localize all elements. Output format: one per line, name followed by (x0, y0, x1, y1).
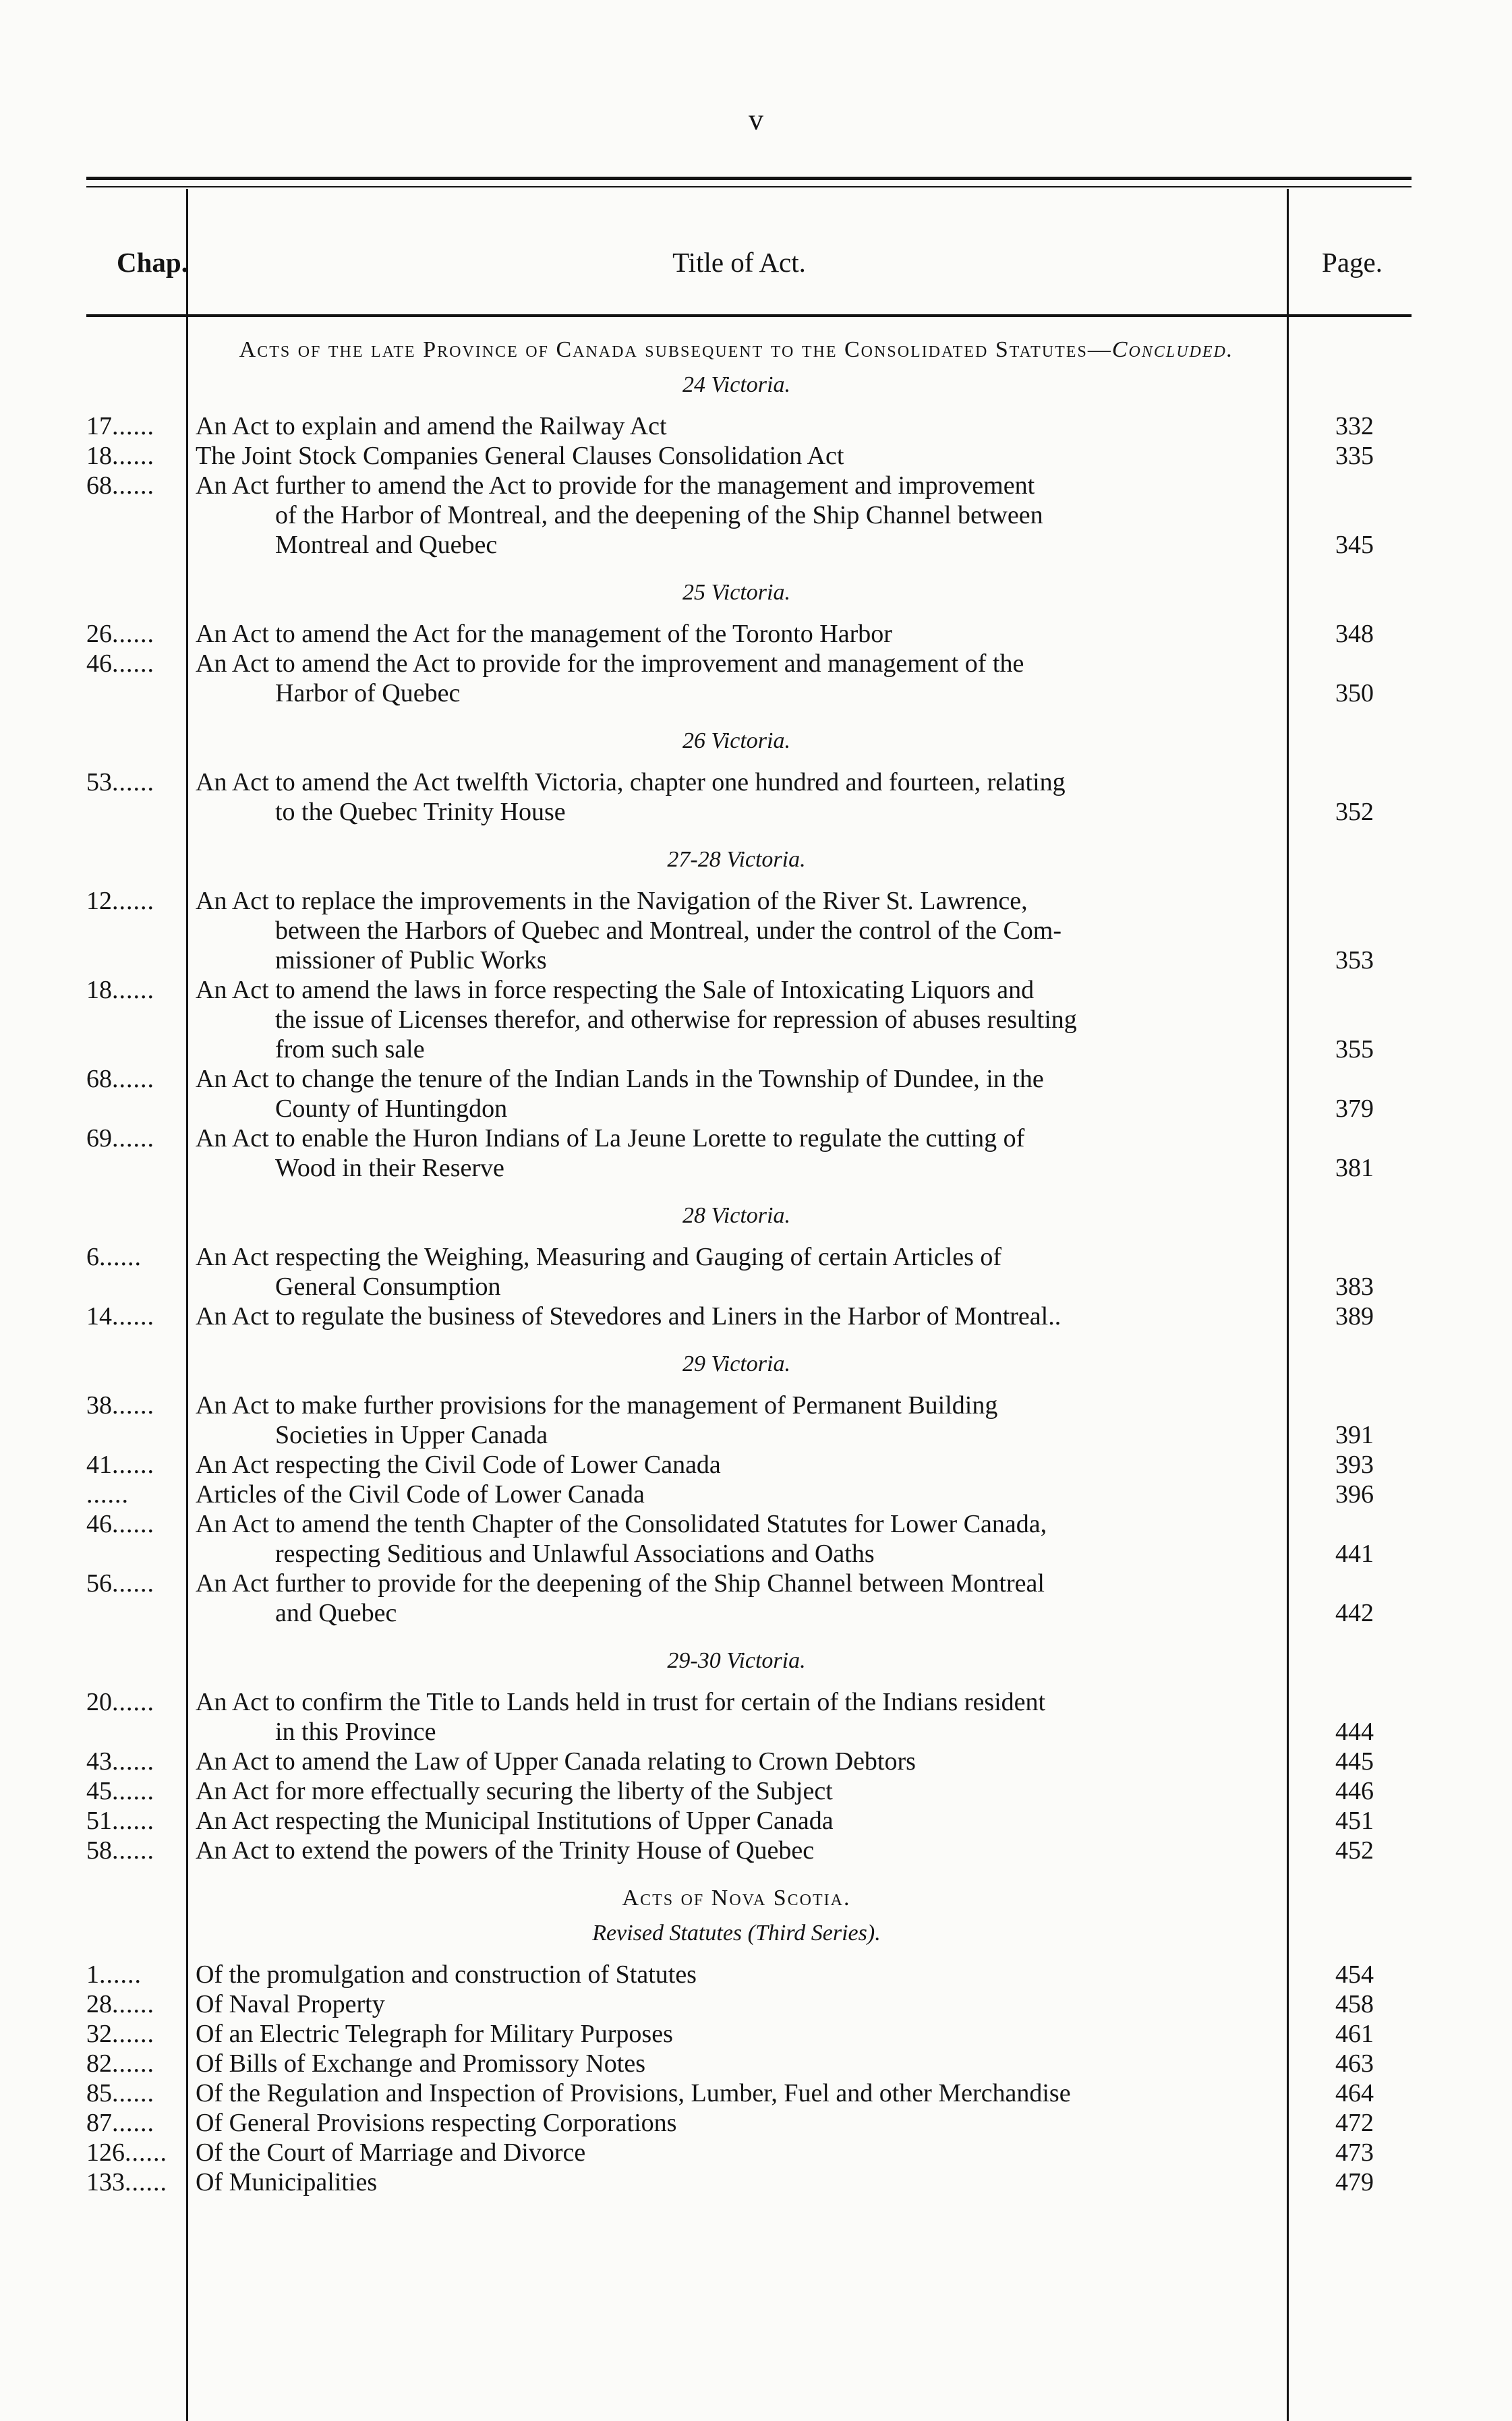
toc-entry (0, 2078, 1512, 2108)
toc-entry (0, 1302, 1512, 1331)
column-header-title: Title of Act. (672, 247, 806, 278)
chapter-number (86, 2108, 183, 2138)
section-subheading: 27-28 Victoria. (667, 847, 806, 872)
act-title-line: The Joint Stock Companies General Clauses Consolidation Act (196, 442, 844, 470)
chapter-number (86, 1687, 183, 1717)
act-title-line: Harbor of Quebec (275, 679, 461, 707)
toc-entry (0, 1124, 1512, 1183)
page-reference: 391 (1335, 1421, 1374, 1449)
page-reference: 332 (1335, 412, 1374, 440)
act-title (197, 1064, 1284, 1124)
chapter-number (86, 1989, 183, 2019)
chapter-number (86, 1806, 183, 1836)
chapter-number-text: 6 (86, 1243, 99, 1271)
chapter-number (86, 1450, 183, 1480)
chapter-leader-dots: ...... (112, 1569, 154, 1598)
page-reference: 355 (1335, 1035, 1374, 1063)
chapter-leader-dots: ...... (99, 1243, 142, 1271)
toc-entry (0, 1509, 1512, 1569)
act-title-line: Montreal and Quebec (275, 531, 498, 559)
act-title (197, 886, 1284, 975)
chapter-leader-dots: ...... (112, 976, 154, 1004)
act-title (197, 1989, 1284, 2019)
chapter-number (86, 2138, 183, 2167)
act-title-line: Of an Electric Telegraph for Military Purposes (196, 2020, 673, 2048)
chapter-number (86, 1480, 183, 1509)
chapter-number-text: 68 (86, 471, 112, 500)
act-title-line: to the Quebec Trinity House (275, 798, 566, 826)
page-reference: 345 (1335, 531, 1374, 559)
toc-entry (0, 2167, 1512, 2197)
act-title (197, 2108, 1284, 2138)
toc-entry (0, 1569, 1512, 1628)
section (0, 1886, 1512, 1946)
page-reference: 479 (1335, 2168, 1374, 2196)
act-title (197, 619, 1284, 649)
page-number: v (749, 103, 763, 136)
toc-entry (0, 1687, 1512, 1747)
toc-entry (0, 1747, 1512, 1776)
chapter-leader-dots: ...... (112, 620, 154, 648)
chapter-leader-dots: ...... (112, 1451, 154, 1479)
section (0, 728, 1512, 754)
act-title-line: An Act for more effectually securing the liberty of the Subject (196, 1777, 833, 1805)
act-title-line: An Act to amend the laws in force respecting the Sale of Intoxicating Liquors and (196, 976, 1035, 1004)
section-subheading: 28 Victoria. (682, 1203, 790, 1228)
page-reference: 381 (1335, 1154, 1374, 1182)
page-reference: 473 (1335, 2138, 1374, 2167)
page-reference: 446 (1335, 1777, 1374, 1805)
chapter-number-text: 45 (86, 1777, 112, 1805)
act-title-line: An Act further to amend the Act to provide for the management and improvement (196, 471, 1035, 500)
toc-entry (0, 2049, 1512, 2078)
chapter-number-text: 68 (86, 1065, 112, 1093)
act-title (197, 1836, 1284, 1865)
toc-entry (0, 441, 1512, 471)
toc-entry (0, 1242, 1512, 1302)
act-title (197, 1124, 1284, 1183)
toc-entry (0, 2138, 1512, 2167)
chapter-number-text: 87 (86, 2109, 112, 2137)
act-title-line: An Act to make further provisions for the management of Permanent Building (196, 1391, 998, 1420)
toc-entry (0, 886, 1512, 975)
chapter-leader-dots: ...... (112, 1836, 154, 1865)
act-title-line: An Act to regulate the business of Stevedores and Liners in the Harbor of Montreal.. (196, 1302, 1062, 1331)
act-title (197, 2019, 1284, 2049)
act-title (197, 975, 1284, 1064)
page-reference: 451 (1335, 1807, 1374, 1835)
act-title-line: An Act further to provide for the deepening of the Ship Channel between Montreal (196, 1569, 1045, 1598)
top-rule-thick (86, 177, 1412, 180)
page-reference: 352 (1335, 798, 1374, 826)
chapter-number-text: 133 (86, 2168, 125, 2196)
section-subheading: 24 Victoria. (682, 372, 790, 397)
section-subheading: 29 Victoria. (682, 1351, 790, 1376)
act-title-line: Of General Provisions respecting Corporations (196, 2109, 677, 2137)
act-title (197, 2078, 1284, 2108)
chapter-leader-dots: ...... (112, 887, 154, 915)
chapter-number (86, 411, 183, 441)
act-title-line: An Act to amend the Act for the management of the Toronto Harbor (196, 620, 892, 648)
page-reference: 445 (1335, 1747, 1374, 1776)
chapter-number-text: 12 (86, 887, 112, 915)
act-title (197, 1687, 1284, 1747)
chapter-number (86, 2078, 183, 2108)
header-rule (86, 314, 1412, 317)
chapter-leader-dots: ...... (112, 1065, 154, 1093)
section (0, 1351, 1512, 1377)
chapter-number (86, 1509, 183, 1539)
act-title-line: An Act to amend the Act to provide for the improvement and management of the (196, 649, 1024, 678)
chapter-number (86, 649, 183, 678)
chapter-number (86, 441, 183, 471)
chapter-number-text: 38 (86, 1391, 112, 1420)
act-title (197, 1569, 1284, 1628)
act-title-line: Of Municipalities (196, 2168, 378, 2196)
page-reference: 383 (1335, 1273, 1374, 1301)
act-title-line: Societies in Upper Canada (275, 1421, 548, 1449)
act-title (197, 1776, 1284, 1806)
chapter-leader-dots: ...... (112, 442, 154, 470)
chapter-number-text: 41 (86, 1451, 112, 1479)
chapter-number-text: 28 (86, 1990, 112, 2018)
page-reference: 464 (1335, 2079, 1374, 2107)
chapter-number (86, 2049, 183, 2078)
chapter-leader-dots: ...... (112, 471, 154, 500)
table-of-contents (0, 337, 1512, 2217)
act-title-line: Wood in their Reserve (275, 1154, 504, 1182)
act-title-line: An Act respecting the Weighing, Measuring and Gauging of certain Articles of (196, 1243, 1002, 1271)
act-title (197, 767, 1284, 827)
chapter-number (86, 1569, 183, 1598)
toc-entry (0, 767, 1512, 827)
act-title (197, 1450, 1284, 1480)
section (0, 1203, 1512, 1229)
chapter-number (86, 975, 183, 1005)
section-subheading: 25 Victoria. (682, 580, 790, 605)
page-reference: 444 (1335, 1718, 1374, 1746)
toc-entry (0, 1836, 1512, 1865)
page-reference: 379 (1335, 1095, 1374, 1123)
act-title-line: between the Harbors of Quebec and Montreal, under the control of the Com- (275, 916, 1062, 945)
chapter-number (86, 1242, 183, 1272)
act-title-line: Of the promulgation and construction of Statutes (196, 1960, 697, 1989)
chapter-number (86, 471, 183, 500)
act-title-line: and Quebec (275, 1599, 397, 1627)
chapter-number (86, 767, 183, 797)
chapter-number (86, 886, 183, 916)
page-reference: 353 (1335, 946, 1374, 974)
act-title-line: An Act to enable the Huron Indians of La Jeune Lorette to regulate the cutting of (196, 1124, 1025, 1153)
act-title-line: An Act respecting the Civil Code of Lower Canada (196, 1451, 721, 1479)
page-reference: 454 (1335, 1960, 1374, 1989)
chapter-number-text: 69 (86, 1124, 112, 1153)
page-reference: 442 (1335, 1599, 1374, 1627)
chapter-number-text: 26 (86, 620, 112, 648)
page-reference: 463 (1335, 2049, 1374, 2078)
chapter-leader-dots: ...... (112, 649, 154, 678)
act-title-line: An Act to amend the tenth Chapter of the Consolidated Statutes for Lower Canada, (196, 1510, 1047, 1538)
page-reference: 348 (1335, 620, 1374, 648)
section-heading-italic: Concluded. (1111, 337, 1234, 362)
act-title (197, 1480, 1284, 1509)
act-title-line: respecting Seditious and Unlawful Associations and Oaths (275, 1540, 875, 1568)
section-heading-text: Acts of the late Province of Canada subsequent to the Consolidated Statutes— (239, 337, 1112, 362)
section (0, 580, 1512, 606)
page-reference: 461 (1335, 2020, 1374, 2048)
toc-entry (0, 975, 1512, 1064)
act-title (197, 1747, 1284, 1776)
act-title (197, 1509, 1284, 1569)
toc-entry (0, 2019, 1512, 2049)
act-title (197, 441, 1284, 471)
chapter-number-text: 85 (86, 2079, 112, 2107)
act-title-line: missioner of Public Works (275, 946, 547, 974)
toc-entry (0, 1806, 1512, 1836)
act-title-line: An Act to extend the powers of the Trinity House of Quebec (196, 1836, 815, 1865)
chapter-leader-dots: ...... (112, 1747, 154, 1776)
act-title-line: in this Province (275, 1718, 436, 1746)
chapter-number (86, 1391, 183, 1420)
chapter-number-text: 46 (86, 649, 112, 678)
act-title-line: Of the Regulation and Inspection of Provisions, Lumber, Fuel and other Merchandise (196, 2079, 1071, 2107)
section (0, 847, 1512, 873)
chapter-number-text: 18 (86, 976, 112, 1004)
chapter-number (86, 1776, 183, 1806)
act-title (197, 2167, 1284, 2197)
act-title-line: An Act to amend the Law of Upper Canada relating to Crown Debtors (196, 1747, 916, 1776)
chapter-number (86, 2019, 183, 2049)
chapter-number-text: 17 (86, 412, 112, 440)
chapter-number (86, 1064, 183, 1094)
toc-entry (0, 649, 1512, 708)
toc-entry (0, 1391, 1512, 1450)
chapter-leader-dots: ...... (125, 2168, 167, 2196)
toc-entry (0, 411, 1512, 441)
chapter-leader-dots: ...... (112, 412, 154, 440)
act-title (197, 1302, 1284, 1331)
chapter-leader-dots: ...... (112, 1777, 154, 1805)
chapter-number-text: 18 (86, 442, 112, 470)
act-title-line: Of Bills of Exchange and Promissory Notes (196, 2049, 646, 2078)
chapter-number (86, 1124, 183, 1153)
page-reference: 452 (1335, 1836, 1374, 1865)
chapter-leader-dots: ...... (112, 1688, 154, 1716)
chapter-leader-dots: ...... (112, 1302, 154, 1331)
section (0, 337, 1512, 398)
act-title-line: An Act to explain and amend the Railway Act (196, 412, 667, 440)
top-rule-thin (86, 186, 1412, 187)
act-title-line: An Act to confirm the Title to Lands held in trust for certain of the Indians resident (196, 1688, 1046, 1716)
chapter-number (86, 1960, 183, 1989)
toc-entry (0, 1989, 1512, 2019)
chapter-number-text: 32 (86, 2020, 112, 2048)
section-heading-text: Acts of Nova Scotia. (622, 1886, 851, 1910)
act-title-line: the issue of Licenses therefor, and otherwise for repression of abuses resulting (275, 1005, 1077, 1034)
chapter-leader-dots: ...... (112, 2020, 154, 2048)
act-title (197, 1960, 1284, 1989)
chapter-number (86, 619, 183, 649)
page-reference: 458 (1335, 1990, 1374, 2018)
chapter-number-text: 82 (86, 2049, 112, 2078)
toc-entry (0, 2108, 1512, 2138)
chapter-leader-dots: ...... (125, 2138, 167, 2167)
chapter-leader-dots: ...... (112, 1990, 154, 2018)
chapter-number-text: 46 (86, 1510, 112, 1538)
chapter-number (86, 2167, 183, 2197)
page-reference: 441 (1335, 1540, 1374, 1568)
act-title-line: Of Naval Property (196, 1990, 385, 2018)
act-title (197, 2049, 1284, 2078)
act-title-line: An Act to replace the improvements in the Navigation of the River St. Lawrence, (196, 887, 1028, 915)
section-subheading: 29-30 Victoria. (667, 1648, 806, 1673)
act-title-line: of the Harbor of Montreal, and the deepening of the Ship Channel between (275, 501, 1043, 529)
toc-entry (0, 1450, 1512, 1480)
page-reference: 396 (1335, 1480, 1374, 1509)
chapter-leader-dots: ...... (112, 2049, 154, 2078)
page-reference: 350 (1335, 679, 1374, 707)
toc-entry (0, 1064, 1512, 1124)
act-title-line: General Consumption (275, 1273, 501, 1301)
chapter-leader-dots: ...... (112, 1124, 154, 1153)
page-reference: 393 (1335, 1451, 1374, 1479)
page-reference: 472 (1335, 2109, 1374, 2137)
section-subheading: Revised Statutes (Third Series). (592, 1921, 881, 1946)
toc-entry (0, 471, 1512, 560)
act-title-line: Of the Court of Marriage and Divorce (196, 2138, 586, 2167)
act-title-line: An Act to change the tenure of the Indian Lands in the Township of Dundee, in the (196, 1065, 1044, 1093)
column-header-chap: Chap. (117, 247, 188, 278)
act-title-line: from such sale (275, 1035, 425, 1063)
chapter-leader-dots: ...... (112, 1807, 154, 1835)
chapter-number-text: 20 (86, 1688, 112, 1716)
chapter-leader-dots: ...... (112, 2079, 154, 2107)
chapter-number-text: 58 (86, 1836, 112, 1865)
chapter-leader-dots: ...... (112, 768, 154, 796)
chapter-number (86, 1747, 183, 1776)
column-header-page: Page. (1322, 247, 1383, 278)
act-title (197, 471, 1284, 560)
act-title-line: An Act respecting the Municipal Institutions of Upper Canada (196, 1807, 834, 1835)
act-title (197, 1391, 1284, 1450)
section-subheading: 26 Victoria. (682, 728, 790, 753)
chapter-number (86, 1302, 183, 1331)
chapter-leader-dots: ...... (112, 1510, 154, 1538)
act-title (197, 649, 1284, 708)
page-reference: 389 (1335, 1302, 1374, 1331)
act-title (197, 2138, 1284, 2167)
act-title-line: County of Huntingdon (275, 1095, 508, 1123)
chapter-number-text: 53 (86, 768, 112, 796)
chapter-number-text: 43 (86, 1747, 112, 1776)
chapter-leader-dots: ...... (86, 1480, 129, 1509)
chapter-number-text: 1 (86, 1960, 99, 1989)
toc-entry (0, 1480, 1512, 1509)
section-heading (187, 337, 1285, 363)
act-title-line: An Act to amend the Act twelfth Victoria, chapter one hundred and fourteen, relating (196, 768, 1066, 796)
act-title-line: Articles of the Civil Code of Lower Canada (196, 1480, 645, 1509)
chapter-number-text: 51 (86, 1807, 112, 1835)
chapter-number (86, 1836, 183, 1865)
act-title (197, 1242, 1284, 1302)
act-title (197, 411, 1284, 441)
chapter-number-text: 14 (86, 1302, 112, 1331)
section-heading (187, 1886, 1285, 1911)
chapter-leader-dots: ...... (112, 1391, 154, 1420)
chapter-number-text: 56 (86, 1569, 112, 1598)
toc-entry (0, 1960, 1512, 1989)
chapter-leader-dots: ...... (112, 2109, 154, 2137)
section (0, 1648, 1512, 1674)
toc-entry (0, 619, 1512, 649)
act-title (197, 1806, 1284, 1836)
chapter-leader-dots: ...... (99, 1960, 142, 1989)
chapter-number-text: 126 (86, 2138, 125, 2167)
toc-entry (0, 1776, 1512, 1806)
page-reference: 335 (1335, 442, 1374, 470)
